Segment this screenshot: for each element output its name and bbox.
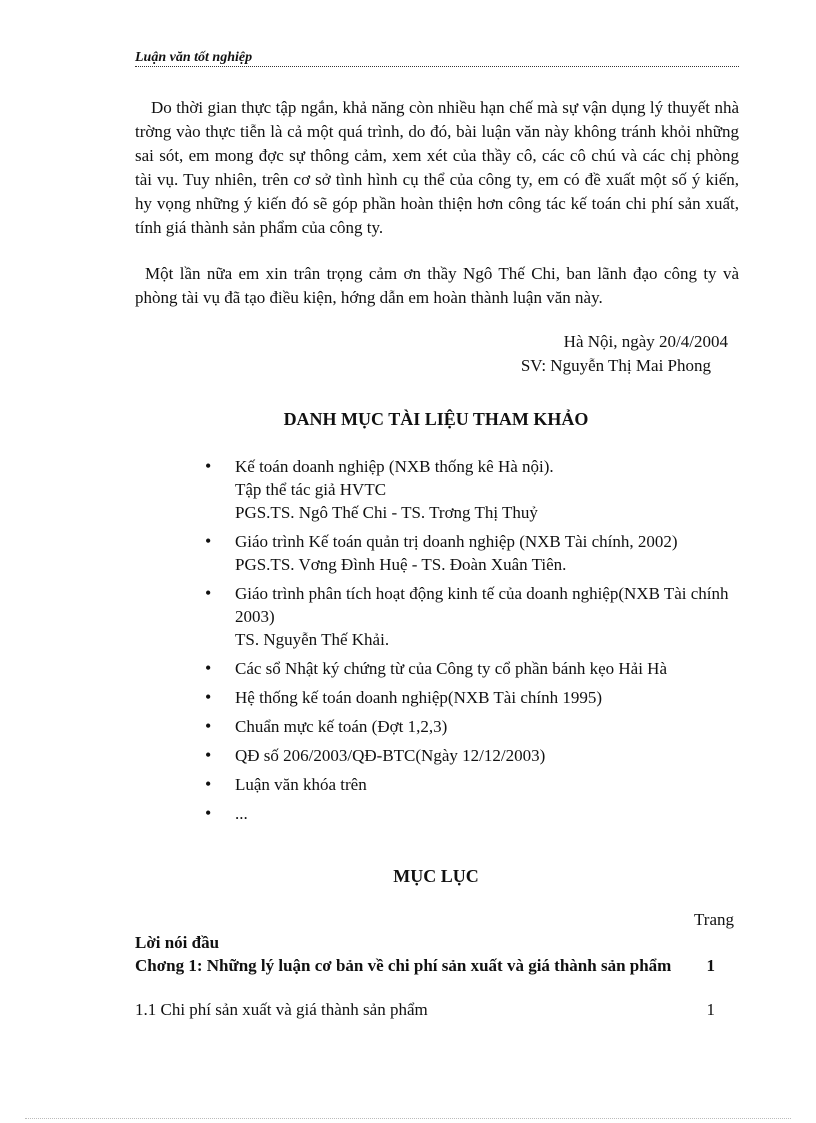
reference-item: [205, 715, 745, 738]
bullet-icon: •: [205, 803, 212, 823]
thanks-paragraph: Một lần nữa em xin trân trọng cảm ơn thầy Ngô Thế Chi, ban lãnh đạo công ty và phòng tài vụ đã tạo điều kiện, hớng dẫn em hoàn thành luận văn này.: [135, 264, 739, 307]
reference-line: Tập thể tác giả HVTC: [235, 480, 387, 499]
reference-line: Kế toán doanh nghiệp (NXB thống kê Hà nội).: [235, 457, 554, 476]
toc-row: [135, 933, 735, 953]
bullet-icon: •: [205, 456, 212, 476]
bullet-icon: •: [205, 531, 212, 551]
reference-line: TS. Nguyễn Thế Khải.: [235, 630, 390, 649]
reference-line: Giáo trình Kế toán quản trị doanh nghiệp (NXB Tài chính, 2002): [235, 532, 678, 551]
header-title: Luận văn tốt nghiệp: [135, 50, 253, 65]
signature-date: Hà Nội, ngày 20/4/2004: [563, 332, 728, 351]
reference-line: ...: [235, 804, 248, 823]
reference-line: PGS.TS. Ngô Thế Chi - TS. Trơng Thị Thuỷ: [235, 503, 538, 522]
references-title: DANH MỤC TÀI LIỆU THAM KHẢO: [283, 409, 589, 429]
reference-item: [205, 744, 745, 767]
running-header: [135, 48, 739, 67]
toc-row-text: Lời nói đầu: [135, 933, 220, 952]
bullet-icon: •: [205, 583, 212, 603]
toc-row: [135, 956, 735, 976]
bullet-icon: •: [205, 774, 212, 794]
reference-item: [205, 582, 745, 651]
bullet-icon: •: [205, 716, 212, 736]
reference-item: [205, 530, 745, 576]
reference-item: [205, 657, 745, 680]
toc-page-header: Trang: [694, 910, 734, 929]
reference-line: Hệ thống kế toán doanh nghiệp(NXB Tài chính 1995): [235, 688, 603, 707]
reference-item: [205, 802, 745, 825]
reference-line: Chuẩn mực kế toán (Đợt 1,2,3): [235, 717, 448, 736]
reference-item: [205, 773, 745, 796]
reference-line: Giáo trình phân tích hoạt động kinh tế của doanh nghiệp(NXB Tài chính 2003): [235, 584, 729, 626]
toc-row-text: 1.1 Chi phí sản xuất và giá thành sản phẩm: [135, 1000, 428, 1019]
reference-item: [205, 455, 745, 524]
reference-line: QĐ số 206/2003/QĐ-BTC(Ngày 12/12/2003): [235, 746, 546, 765]
bullet-icon: •: [205, 745, 212, 765]
bullet-icon: •: [205, 658, 212, 678]
toc-row-text: Chơng 1: Những lý luận cơ bản về chi phí sản xuất và giá thành sản phẩm: [135, 956, 672, 975]
toc-row: [135, 1000, 735, 1020]
reference-line: PGS.TS. Vơng Đình Huệ - TS. Đoàn Xuân Tiên.: [235, 555, 567, 574]
toc-row-page: 1: [706, 956, 715, 975]
toc-title: MỤC LỤC: [393, 866, 479, 886]
references-list: [205, 455, 745, 831]
bullet-icon: •: [205, 687, 212, 707]
closing-paragraph: Do thời gian thực tập ngắn, khả năng còn nhiều hạn chế mà sự vận dụng lý thuyết nhà trờng vào thực tiễn là cả một quá trình, do đó, bài luận văn này không tránh khỏi những sai sót, em mong đợc sự thông cảm, xem xét của thầy cô, các cô chú và các chị phòng tài vụ. Tuy nhiên, trên cơ sở tình hình cụ thể của công ty, em có đề xuất một số ý kiến, hy vọng những ý kiến đó sẽ góp phần hoàn thiện hơn công tác kế toán chi phí sản xuất, tính giá thành sản phẩm của công ty.: [135, 98, 739, 237]
signature-student: SV: Nguyễn Thị Mai Phong: [520, 356, 711, 375]
reference-line: Các sổ Nhật ký chứng từ của Công ty cổ phần bánh kẹo Hải Hà: [235, 659, 667, 678]
reference-item: [205, 686, 745, 709]
page-bottom-divider: [25, 1118, 791, 1119]
reference-line: Luận văn khóa trên: [235, 775, 367, 794]
toc-row-page: 1: [706, 1000, 715, 1019]
